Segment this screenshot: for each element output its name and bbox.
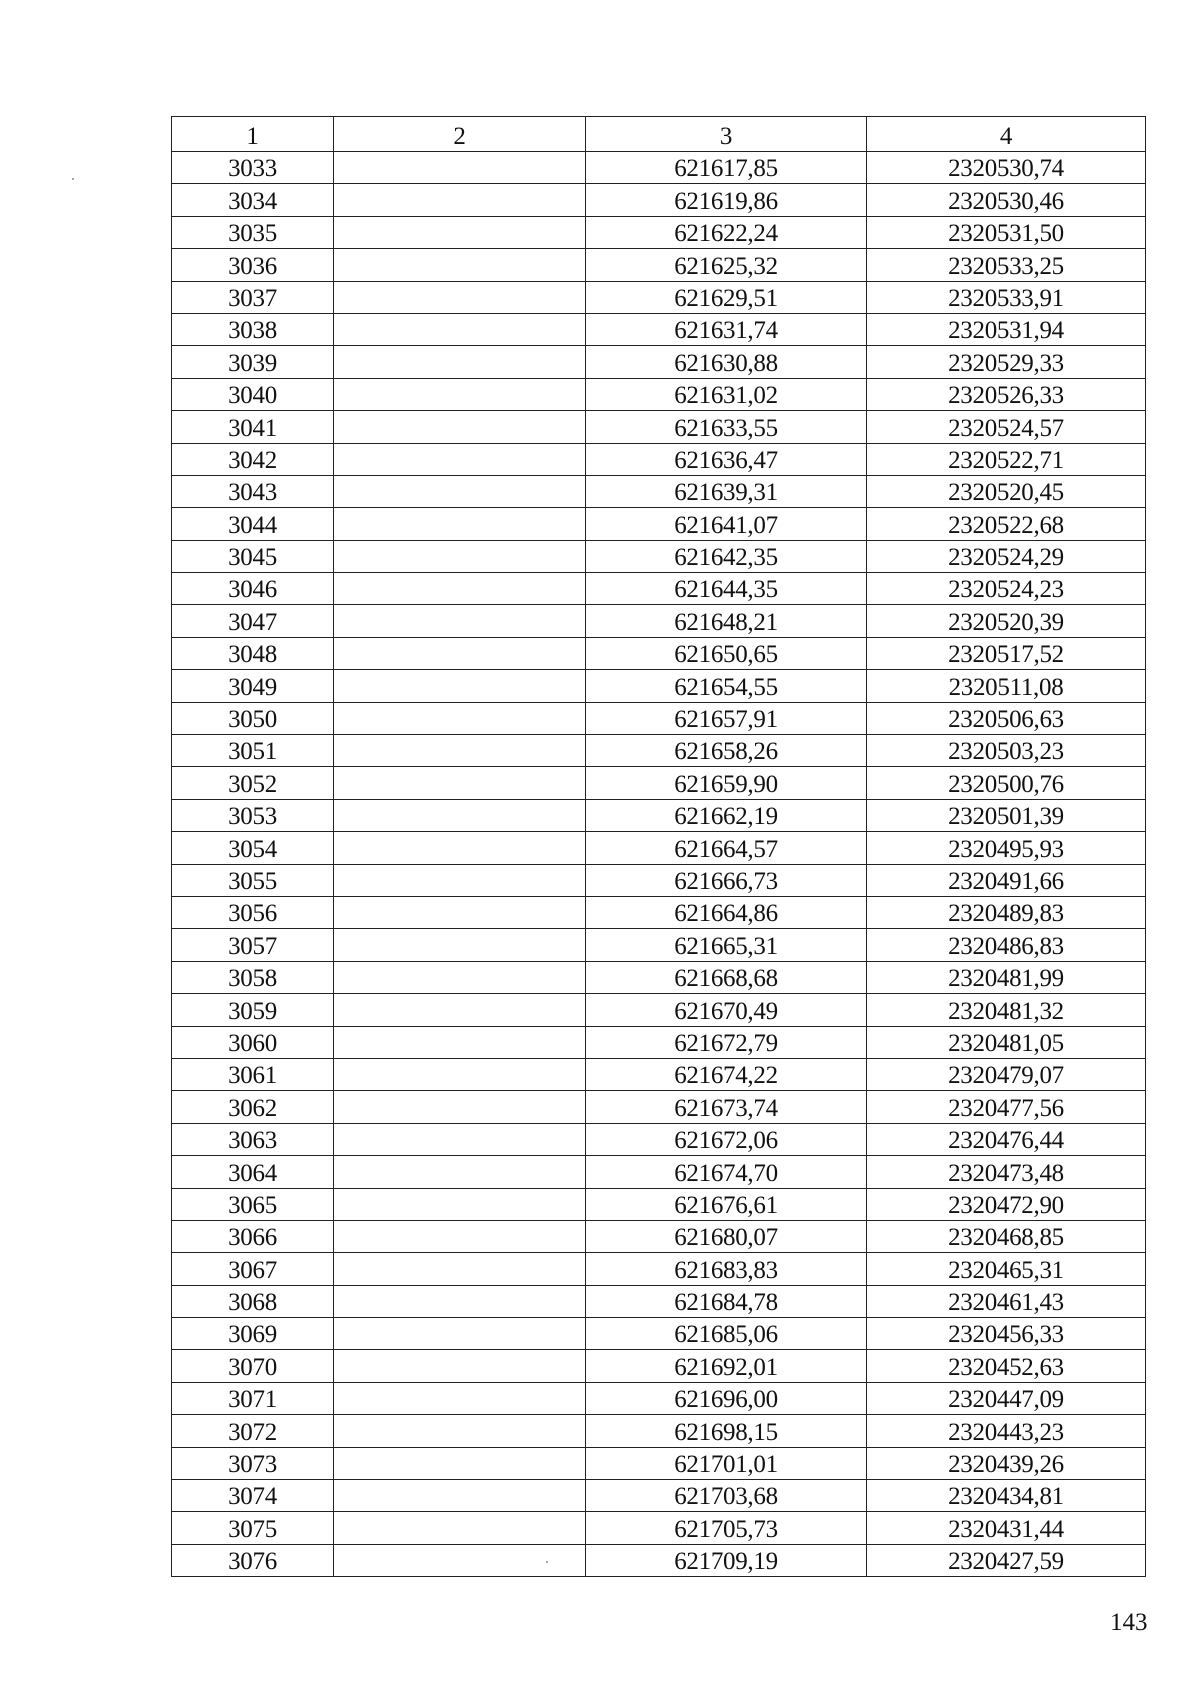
table-cell-col-1: 3054 [172,832,334,864]
table-cell-col-2 [334,1253,586,1285]
table-cell-col-2 [334,1512,586,1544]
table-cell-col-4: 2320481,32 [867,994,1146,1026]
table-row [172,216,1146,248]
table-row [172,1480,1146,1512]
table-row [172,313,1146,345]
table-cell-col-2 [334,702,586,734]
table-cell-col-1: 3055 [172,864,334,896]
table-cell-col-3: 621692,01 [586,1350,867,1382]
table-cell-col-1: 3041 [172,411,334,443]
table-row [172,249,1146,281]
table-cell-col-4: 2320439,26 [867,1447,1146,1479]
table-cell-col-3: 621666,73 [586,864,867,896]
table-cell-col-1: 3065 [172,1188,334,1220]
table-row [172,1220,1146,1252]
table-cell-col-4: 2320511,08 [867,670,1146,702]
table-cell-col-3: 621659,90 [586,767,867,799]
table-cell-col-3: 621639,31 [586,475,867,507]
table-cell-col-2 [334,735,586,767]
table-cell-col-3: 621685,06 [586,1318,867,1350]
table-cell-col-3: 621636,47 [586,443,867,475]
coordinates-table [171,116,1146,1577]
table-cell-col-3: 621648,21 [586,605,867,637]
table-cell-col-3: 621641,07 [586,508,867,540]
table-cell-col-3: 621619,86 [586,184,867,216]
table-cell-col-4: 2320524,29 [867,540,1146,572]
table-row [172,378,1146,410]
table-cell-col-4: 2320524,23 [867,573,1146,605]
table-cell-col-1: 3056 [172,896,334,928]
table-cell-col-2 [334,799,586,831]
table-cell-col-2 [334,605,586,637]
column-header-4: 4 [867,117,1146,152]
table-cell-col-3: 621658,26 [586,735,867,767]
table-cell-col-4: 2320452,63 [867,1350,1146,1382]
table-cell-col-4: 2320481,99 [867,961,1146,993]
table-cell-col-3: 621672,06 [586,1123,867,1155]
table-cell-col-4: 2320427,59 [867,1544,1146,1576]
table-cell-col-2 [334,767,586,799]
table-cell-col-2 [334,994,586,1026]
table-row [172,896,1146,928]
table-cell-col-4: 2320431,44 [867,1512,1146,1544]
table-row [172,735,1146,767]
table-cell-col-3: 621664,86 [586,896,867,928]
table-cell-col-2 [334,475,586,507]
table-cell-col-2 [334,411,586,443]
table-cell-col-4: 2320434,81 [867,1480,1146,1512]
table-cell-col-4: 2320461,43 [867,1285,1146,1317]
table-cell-col-4: 2320481,05 [867,1026,1146,1058]
table-cell-col-2 [334,313,586,345]
table-header-row [172,117,1146,152]
scan-speck [546,1561,548,1563]
table-row [172,767,1146,799]
table-cell-col-3: 621680,07 [586,1220,867,1252]
table-cell-col-3: 621670,49 [586,994,867,1026]
table-cell-col-4: 2320526,33 [867,378,1146,410]
table-row [172,573,1146,605]
table-cell-col-1: 3046 [172,573,334,605]
table-cell-col-2 [334,443,586,475]
table-cell-col-1: 3036 [172,249,334,281]
table-cell-col-3: 621657,91 [586,702,867,734]
table-cell-col-4: 2320495,93 [867,832,1146,864]
table-cell-col-1: 3033 [172,152,334,184]
table-cell-col-1: 3064 [172,1156,334,1188]
table-cell-col-1: 3076 [172,1544,334,1576]
table-cell-col-4: 2320489,83 [867,896,1146,928]
table-cell-col-1: 3074 [172,1480,334,1512]
table-cell-col-4: 2320486,83 [867,929,1146,961]
table-row [172,929,1146,961]
table-cell-col-3: 621629,51 [586,281,867,313]
table-cell-col-4: 2320529,33 [867,346,1146,378]
table-cell-col-3: 621696,00 [586,1382,867,1414]
table-cell-col-2 [334,864,586,896]
table-row [172,1382,1146,1414]
table-cell-col-1: 3035 [172,216,334,248]
table-cell-col-1: 3071 [172,1382,334,1414]
table-row [172,1350,1146,1382]
table-cell-col-1: 3034 [172,184,334,216]
table-row [172,443,1146,475]
table-cell-col-3: 621631,74 [586,313,867,345]
table-cell-col-2 [334,1026,586,1058]
table-cell-col-1: 3042 [172,443,334,475]
table-cell-col-2 [334,1382,586,1414]
table-cell-col-3: 621662,19 [586,799,867,831]
table-cell-col-4: 2320520,39 [867,605,1146,637]
table-row [172,508,1146,540]
table-row [172,1285,1146,1317]
table-cell-col-1: 3072 [172,1415,334,1447]
table-cell-col-2 [334,346,586,378]
table-cell-col-2 [334,216,586,248]
table-cell-col-2 [334,1188,586,1220]
table-cell-col-4: 2320473,48 [867,1156,1146,1188]
table-cell-col-3: 621617,85 [586,152,867,184]
table-cell-col-2 [334,1480,586,1512]
table-cell-col-3: 621630,88 [586,346,867,378]
table-cell-col-4: 2320468,85 [867,1220,1146,1252]
table-cell-col-3: 621625,32 [586,249,867,281]
table-cell-col-1: 3039 [172,346,334,378]
table-cell-col-3: 621644,35 [586,573,867,605]
table-row [172,702,1146,734]
table-cell-col-4: 2320524,57 [867,411,1146,443]
table-cell-col-4: 2320503,23 [867,735,1146,767]
table-cell-col-1: 3045 [172,540,334,572]
table-cell-col-1: 3038 [172,313,334,345]
table-cell-col-2 [334,832,586,864]
table-row [172,346,1146,378]
table-cell-col-2 [334,1123,586,1155]
table-cell-col-3: 621664,57 [586,832,867,864]
table-cell-col-2 [334,184,586,216]
table-cell-col-4: 2320533,91 [867,281,1146,313]
table-cell-col-2 [334,152,586,184]
table-cell-col-4: 2320530,74 [867,152,1146,184]
table-cell-col-4: 2320533,25 [867,249,1146,281]
table-row [172,281,1146,313]
table-cell-col-1: 3048 [172,637,334,669]
table-row [172,540,1146,572]
table-cell-col-3: 621674,22 [586,1058,867,1090]
table-row [172,411,1146,443]
table-cell-col-1: 3061 [172,1058,334,1090]
table-cell-col-1: 3050 [172,702,334,734]
table-row [172,152,1146,184]
column-header-3: 3 [586,117,867,152]
table-cell-col-1: 3047 [172,605,334,637]
scan-speck [72,178,74,180]
table-cell-col-3: 621672,79 [586,1026,867,1058]
table-cell-col-3: 621650,65 [586,637,867,669]
table-row [172,799,1146,831]
column-header-2: 2 [334,117,586,152]
table-cell-col-4: 2320522,71 [867,443,1146,475]
table-cell-col-4: 2320491,66 [867,864,1146,896]
table-cell-col-4: 2320531,50 [867,216,1146,248]
table-cell-col-1: 3066 [172,1220,334,1252]
table-row [172,1156,1146,1188]
table-cell-col-4: 2320520,45 [867,475,1146,507]
table-row [172,1253,1146,1285]
table-cell-col-3: 621665,31 [586,929,867,961]
table-cell-col-1: 3062 [172,1091,334,1123]
table-cell-col-2 [334,573,586,605]
table-cell-col-3: 621631,02 [586,378,867,410]
table-body [172,152,1146,1577]
table-cell-col-4: 2320477,56 [867,1091,1146,1123]
table-cell-col-1: 3043 [172,475,334,507]
table-cell-col-4: 2320500,76 [867,767,1146,799]
table-cell-col-1: 3052 [172,767,334,799]
table-cell-col-2 [334,249,586,281]
table-cell-col-3: 621673,74 [586,1091,867,1123]
table-cell-col-1: 3059 [172,994,334,1026]
table-cell-col-3: 621674,70 [586,1156,867,1188]
table-row [172,605,1146,637]
table-cell-col-2 [334,1415,586,1447]
table-cell-col-2 [334,637,586,669]
table-cell-col-4: 2320506,63 [867,702,1146,734]
table-cell-col-2 [334,508,586,540]
table-cell-col-1: 3044 [172,508,334,540]
table-cell-col-2 [334,540,586,572]
table-row [172,1058,1146,1090]
table-cell-col-2 [334,670,586,702]
table-cell-col-3: 621668,68 [586,961,867,993]
table-cell-col-3: 621642,35 [586,540,867,572]
table-cell-col-1: 3069 [172,1318,334,1350]
table-cell-col-2 [334,1350,586,1382]
table-cell-col-2 [334,896,586,928]
table-cell-col-3: 621701,01 [586,1447,867,1479]
table-row [172,1091,1146,1123]
table-cell-col-2 [334,1220,586,1252]
table-cell-col-2 [334,378,586,410]
table-cell-col-2 [334,1156,586,1188]
table-row [172,637,1146,669]
table-cell-col-2 [334,1091,586,1123]
table-cell-col-4: 2320501,39 [867,799,1146,831]
table-row [172,475,1146,507]
table-cell-col-1: 3073 [172,1447,334,1479]
table-cell-col-3: 621709,19 [586,1544,867,1576]
table-cell-col-4: 2320522,68 [867,508,1146,540]
table-cell-col-4: 2320456,33 [867,1318,1146,1350]
table-cell-col-1: 3057 [172,929,334,961]
table-cell-col-4: 2320479,07 [867,1058,1146,1090]
table-row [172,1123,1146,1155]
table-cell-col-4: 2320531,94 [867,313,1146,345]
table-cell-col-1: 3053 [172,799,334,831]
table-row [172,1318,1146,1350]
table-cell-col-4: 2320472,90 [867,1188,1146,1220]
table-cell-col-1: 3060 [172,1026,334,1058]
table-row [172,832,1146,864]
table-cell-col-1: 3068 [172,1285,334,1317]
table-cell-col-1: 3070 [172,1350,334,1382]
table-cell-col-4: 2320476,44 [867,1123,1146,1155]
table-cell-col-1: 3075 [172,1512,334,1544]
table-cell-col-3: 621676,61 [586,1188,867,1220]
table-cell-col-2 [334,1318,586,1350]
table-row [172,184,1146,216]
table-row [172,1188,1146,1220]
table-cell-col-2 [334,281,586,313]
table-cell-col-1: 3067 [172,1253,334,1285]
table-row [172,1026,1146,1058]
table-cell-col-4: 2320443,23 [867,1415,1146,1447]
table-cell-col-3: 621684,78 [586,1285,867,1317]
table-cell-col-3: 621633,55 [586,411,867,443]
table-cell-col-3: 621622,24 [586,216,867,248]
table-cell-col-1: 3040 [172,378,334,410]
table-cell-col-4: 2320517,52 [867,637,1146,669]
table-cell-col-4: 2320530,46 [867,184,1146,216]
table-cell-col-1: 3063 [172,1123,334,1155]
table-cell-col-3: 621705,73 [586,1512,867,1544]
table-cell-col-2 [334,1058,586,1090]
table-row [172,670,1146,702]
table-row [172,994,1146,1026]
table-cell-col-4: 2320465,31 [867,1253,1146,1285]
table-cell-col-2 [334,961,586,993]
table-cell-col-2 [334,929,586,961]
page-number: 143 [1110,1609,1148,1636]
table-row [172,1512,1146,1544]
table-row [172,961,1146,993]
table-row [172,864,1146,896]
table-cell-col-1: 3049 [172,670,334,702]
table-cell-col-3: 621698,15 [586,1415,867,1447]
table-cell-col-1: 3058 [172,961,334,993]
column-header-1: 1 [172,117,334,152]
table-row [172,1447,1146,1479]
table-cell-col-4: 2320447,09 [867,1382,1146,1414]
table-cell-col-3: 621683,83 [586,1253,867,1285]
table-row [172,1544,1146,1576]
table-cell-col-1: 3051 [172,735,334,767]
table-row [172,1415,1146,1447]
table-cell-col-3: 621703,68 [586,1480,867,1512]
table-cell-col-3: 621654,55 [586,670,867,702]
table-cell-col-2 [334,1285,586,1317]
table-cell-col-1: 3037 [172,281,334,313]
table-cell-col-2 [334,1447,586,1479]
